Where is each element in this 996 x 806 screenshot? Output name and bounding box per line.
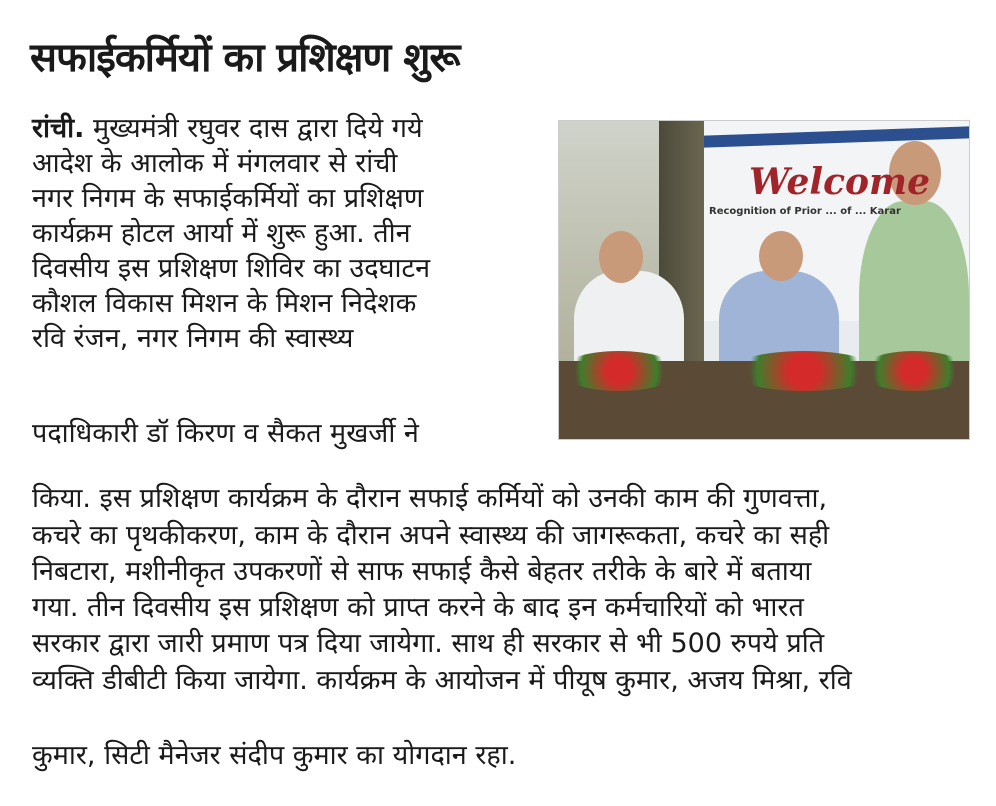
article-line: दिवसीय इस प्रशिक्षण शिविर का उदघाटन [32,253,431,284]
dateline: रांची. [32,113,85,144]
event-photo [558,120,970,440]
banner-subtitle: Recognition of Prior ... of ... Karar [709,206,901,217]
article-line: किया. इस प्रशिक्षण कार्यक्रम के दौरान सफाई कर्मियों को उनकी काम की गुणवत्ता, [32,483,828,514]
article-line: गया. तीन दिवसीय इस प्रशिक्षण को प्राप्त करने के बाद इन कर्मचारियों को भारत [32,592,804,623]
article-line: कार्यक्रम होटल आर्या में शुरू हुआ. तीन [32,218,411,249]
article-line: निबटारा, मशीनीकृत उपकरणों से साफ सफाई कैसे बेहतर तरीके के बारे में बताया [32,556,812,587]
article-line: आदेश के आलोक में मंगलवार से रांची [32,148,398,179]
article-line: कौशल विकास मिशन के मिशन निदेशक [32,288,417,319]
article-line [32,115,423,142]
headline: सफाईकर्मियों का प्रशिक्षण शुरू [30,35,460,81]
banner-welcome: Welcome [749,161,931,203]
line-text: मुख्यमंत्री रघुवर दास द्वारा दिये गये [84,113,423,144]
article-line: नगर निगम के सफाईकर्मियों का प्रशिक्षण [32,183,424,214]
article-line: सरकार द्वारा जारी प्रमाण पत्र दिया जायेगा. साथ ही सरकार से भी 500 रुपये प्रति [32,628,825,659]
article-line: कुमार, सिटी मैनेजर संदीप कुमार का योगदान रहा. [32,740,517,771]
article-line: रवि रंजन, नगर निगम की स्वास्थ्य [32,323,354,354]
article-line: कचरे का पृथकीकरण, काम के दौरान अपने स्वास्थ्य की जागरूकता, कचरे का सही [32,520,830,551]
article-line: व्यक्ति डीबीटी किया जायेगा. कार्यक्रम के आयोजन में पीयूष कुमार, अजय मिश्रा, रवि [32,665,852,696]
article-line: पदाधिकारी डॉ किरण व सैकत मुखर्जी ने [32,418,419,449]
